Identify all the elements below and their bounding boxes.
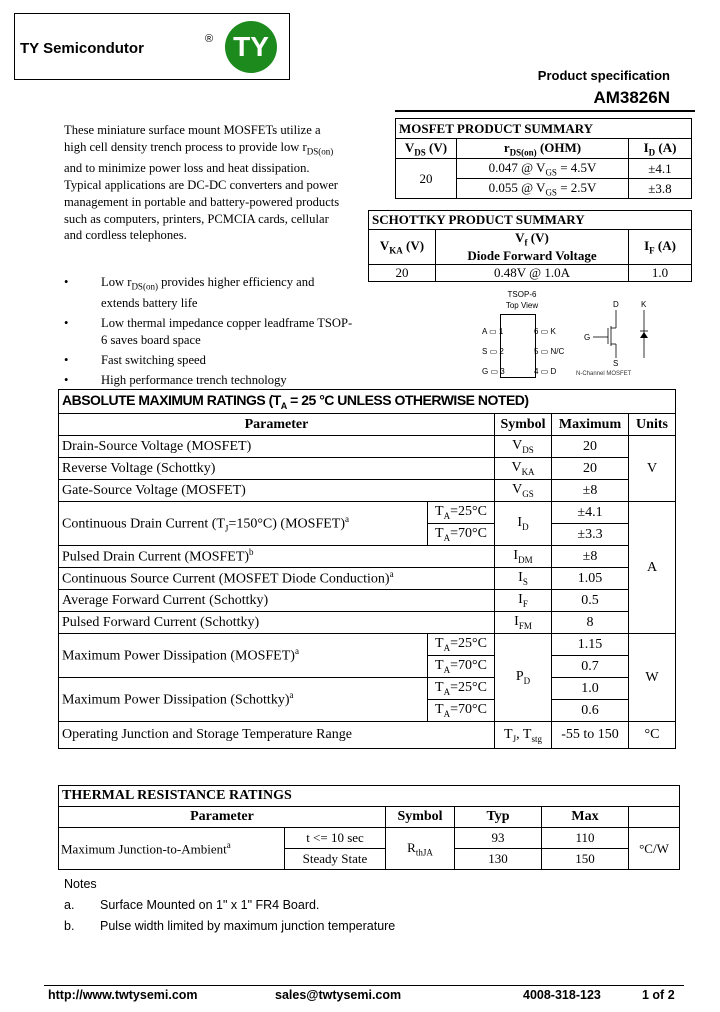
table-row: Maximum Junction-to-Ambient$^a$ t <= 10 sec $R_{thJA}$ 93 110 °C/W: [59, 828, 680, 849]
mosfet-symbol: [578, 298, 658, 370]
footer-rule: [44, 985, 684, 986]
package-title: TSOP-6: [507, 290, 537, 299]
table-row: $T_A=70^\circ C$ 0.7: [59, 656, 676, 678]
feature-item: • Low $r_{DS(on)}$ provides higher efficiency and extends battery life: [64, 275, 315, 311]
table-row: Maximum Power Dissipation (MOSFET)$^a$ $T_A=25^\circ C$ $P_D$ 1.15 W: [59, 634, 676, 656]
part-number: AM3826N: [593, 88, 670, 107]
abs-max-title: ABSOLUTE MAXIMUM RATINGS ($T_A = 25$ °C UNLESS OTHERWISE NOTED): [59, 390, 676, 414]
company-name: TY Semicondutor: [20, 40, 144, 57]
rds-value: 0.047 @ $V_{GS} = 4.5V$: [457, 159, 629, 179]
vf-value: 0.48V @ 1.0A: [436, 265, 629, 282]
unit-v: V: [629, 436, 676, 502]
vds-value: 20: [396, 159, 457, 199]
vka-header: $V_{KA}$ (V): [369, 230, 436, 265]
table-row: Operating Junction and Storage Temperature Range $T_J$, $T_{stg}$ -55 to 150 °C: [59, 722, 676, 749]
unit-a: A: [629, 502, 676, 634]
table-row: Continuous Drain Current $(T_J=150^\circ C)$ (MOSFET)$^a$ $T_A=25^\circ C$ $I_D$ ±4.1 A: [59, 502, 676, 524]
rds-header: $r_{DS(on)}$ (OHM): [457, 139, 629, 159]
footer-email[interactable]: sales@twtysemi.com: [275, 988, 402, 1002]
unit-w: W: [629, 634, 676, 722]
svg-text:D: D: [613, 300, 619, 309]
id-header: $I_D$ (A): [629, 139, 692, 159]
schottky-summary-title: SCHOTTKY PRODUCT SUMMARY: [369, 211, 692, 230]
footer-phone: 4008-318-123: [523, 988, 601, 1002]
notes: Notes a. Surface Mounted on 1" x 1" FR4 Board. b. Pulse width limited by maximum junction temperature: [64, 877, 396, 933]
package-view: Top View: [505, 301, 539, 310]
symbol-header: Symbol: [495, 414, 552, 436]
company-logo: TY: [225, 21, 277, 73]
table-row: Continuous Source Current (MOSFET Diode Conduction)$^a$ $I_S$ 1.05: [59, 568, 676, 590]
max-header: Maximum: [552, 414, 629, 436]
header-rule: [395, 110, 695, 112]
footer-url[interactable]: http://www.twtysemi.com: [48, 988, 198, 1002]
product-spec-label: Product specification: [537, 68, 670, 83]
id-value: ±4.1: [629, 159, 692, 179]
thermal-table: THERMAL RESISTANCE RATINGS Parameter Symbol Typ Max Maximum Junction-to-Ambient$^a$ t <= 10 sec $R_{thJA}$ 93 110 °C/W Steady State 130 150: [58, 785, 680, 870]
table-row: Maximum Power Dissipation (Schottky)$^a$ $T_A=25^\circ C$ 1.0: [59, 678, 676, 700]
table-row: Steady State 130 150: [59, 849, 680, 870]
svg-text:K: K: [641, 300, 647, 309]
package-body: [500, 314, 536, 378]
vf-header: $V_f$ (V) Diode Forward Voltage: [436, 230, 629, 265]
vka-value: 20: [369, 265, 436, 282]
feature-item: • High performance trench technology: [64, 372, 287, 387]
svg-text:S: S: [613, 359, 619, 368]
registered-mark: ®: [205, 33, 214, 45]
if-header: $I_F$ (A): [629, 230, 692, 265]
feature-item: • Low thermal impedance copper leadframe TSOP-6 saves board space: [64, 316, 353, 347]
thermal-title: THERMAL RESISTANCE RATINGS: [59, 786, 680, 807]
table-row: Drain-Source Voltage (MOSFET) $V_{DS}$ 20 V: [59, 436, 676, 458]
id-value: ±3.8: [629, 179, 692, 199]
pd-symbol: $P_D$: [495, 634, 552, 722]
pins-right: 6 ▭ K 5 ▭ N/C 4 ▭ D: [534, 327, 565, 376]
feature-list: [64, 274, 354, 391]
param-header: Parameter: [59, 414, 495, 436]
if-value: 1.0: [629, 265, 692, 282]
package-caption: N-Channel MOSFET: [576, 371, 632, 377]
table-row: Reverse Voltage (Schottky) $V_{KA}$ 20: [59, 458, 676, 480]
table-row: Pulsed Drain Current (MOSFET)$^b$ $I_{DM}$ ±8: [59, 546, 676, 568]
pins-left: A ▭ 1 S ▭ 2 G ▭ 3: [482, 327, 505, 376]
feature-item: • Fast switching speed: [64, 352, 206, 367]
abs-max-table: [58, 389, 676, 749]
page-number: 1 of 2: [642, 988, 675, 1002]
table-row: $T_A=70^\circ C$ 0.6: [59, 700, 676, 722]
table-row: $T_A=70^\circ C$ ±3.3: [59, 524, 676, 546]
intro-paragraph: These miniature surface mount MOSFETs utilize a high cell density trench process to provide low $r_{DS(on)}$ and to minimize power loss and heat dissipation. Typical applications are DC-DC converters and power management in portable and battery-powered products such as computers, printers, PCMCIA cards, cellular and cordless telephones.: [64, 123, 340, 243]
table-row: Pulsed Forward Current (Schottky) $I_{FM}$ 8: [59, 612, 676, 634]
vds-header: $V_{DS}$ (V): [396, 139, 457, 159]
svg-text:G: G: [584, 333, 591, 342]
units-header: Units: [629, 414, 676, 436]
mosfet-summary-table: [395, 118, 692, 199]
mosfet-summary-title: MOSFET PRODUCT SUMMARY: [396, 119, 692, 139]
rds-value: 0.055 @ $V_{GS} = 2.5V$: [457, 179, 629, 199]
schottky-summary-table: [368, 210, 692, 282]
table-row: Gate-Source Voltage (MOSFET) $V_{GS}$ ±8: [59, 480, 676, 502]
table-row: Average Forward Current (Schottky) $I_F$ 0.5: [59, 590, 676, 612]
